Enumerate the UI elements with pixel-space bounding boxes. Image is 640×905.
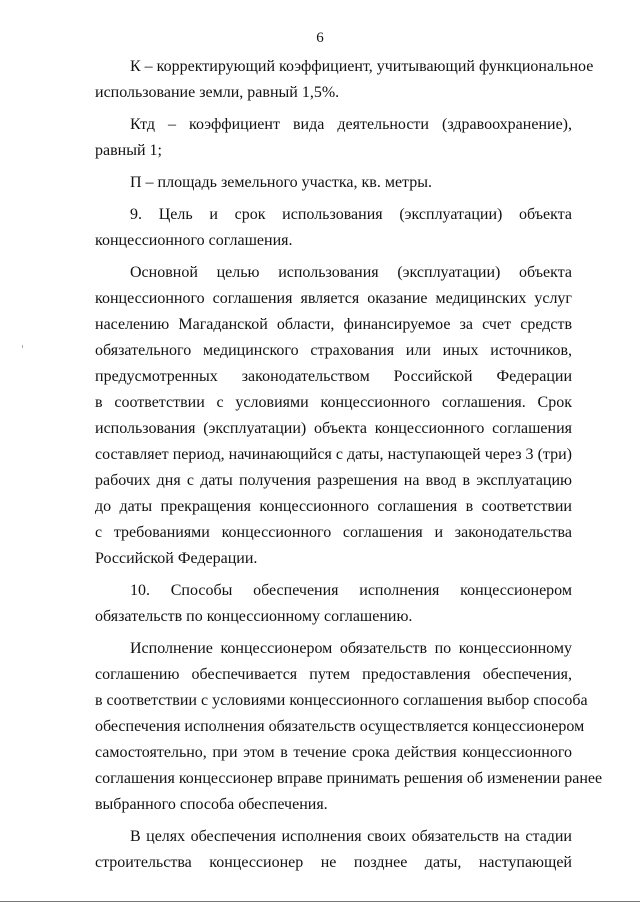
scan-margin-mark [22, 345, 23, 348]
paragraph-line: использования (эксплуатации) объекта концессионного соглашения [95, 420, 572, 437]
paragraph-line: составляет период, начинающийся с даты, наступающей через 3 (три) [95, 446, 572, 463]
paragraph-line: обязательного медицинского страхования или иных источников, [95, 342, 572, 359]
paragraph-line: строительства концессионер не позднее даты, наступающей [95, 854, 572, 871]
paragraph-line: Ктд – коэффициент вида деятельности (здравоохранение), [130, 116, 572, 133]
paragraph-line: использование земли, равный 1,5%. [95, 84, 340, 101]
paragraph [95, 112, 572, 164]
paragraph-line: К – корректирующий коэффициент, учитывающий функциональное [130, 58, 594, 75]
paragraph [95, 636, 603, 818]
paragraph-line: с требованиями концессионного соглашения и законодательства [95, 524, 572, 541]
page-bottom-edge [0, 901, 640, 902]
paragraph-line: соглашения концессионер вправе принимать решения об изменении ранее [95, 770, 603, 787]
paragraph [95, 260, 572, 572]
paragraph-line: до даты прекращения концессионного соглашения в соответствии [95, 498, 572, 515]
paragraph [95, 578, 572, 630]
page-number: 6 [316, 30, 324, 46]
paragraph-line: обеспечения исполнения обязательств осуществляется концессионером [95, 718, 585, 735]
paragraph-line: Исполнение концессионером обязательств по концессионному [130, 640, 572, 657]
paragraph-line: выбранного способа обеспечения. [95, 796, 328, 813]
paragraph-line: концессионного соглашения является оказание медицинских услуг [95, 290, 572, 307]
paragraph-line: 9. Цель и срок использования (эксплуатации) объекта [130, 206, 572, 223]
paragraph-line: рабочих дня с даты получения разрешения на ввод в эксплуатацию [95, 472, 572, 489]
paragraph [95, 202, 572, 254]
paragraph-line: предусмотренных законодательством Российской Федерации [95, 368, 572, 385]
paragraph [95, 170, 572, 196]
paragraph-line: обязательств по концессионному соглашению. [95, 608, 413, 625]
paragraph [95, 54, 594, 106]
document-body [95, 54, 603, 876]
paragraph-line: концессионного соглашения. [95, 232, 293, 249]
paragraph-line: равный 1; [95, 142, 162, 159]
paragraph-line: в соответствии с условиями концессионного соглашения выбор способа [95, 692, 588, 709]
paragraph-line: населению Магаданской области, финансируемое за счет средств [95, 316, 572, 333]
paragraph-line: 10. Способы обеспечения исполнения концессионером [130, 582, 572, 599]
paragraph-line: П – площадь земельного участка, кв. метры. [130, 174, 432, 191]
paragraph-line: самостоятельно, при этом в течение срока действия концессионного [95, 744, 572, 761]
paragraph-line: соглашению обеспечивается путем предоставления обеспечения, [95, 666, 572, 683]
paragraph [95, 824, 572, 876]
paragraph-line: Российской Федерации. [95, 550, 258, 567]
paragraph-line: Основной целью использования (эксплуатации) объекта [130, 264, 572, 281]
paragraph-line: В целях обеспечения исполнения своих обязательств на стадии [130, 828, 572, 845]
paragraph-line: в соответствии с условиями концессионного соглашения. Срок [95, 394, 572, 411]
